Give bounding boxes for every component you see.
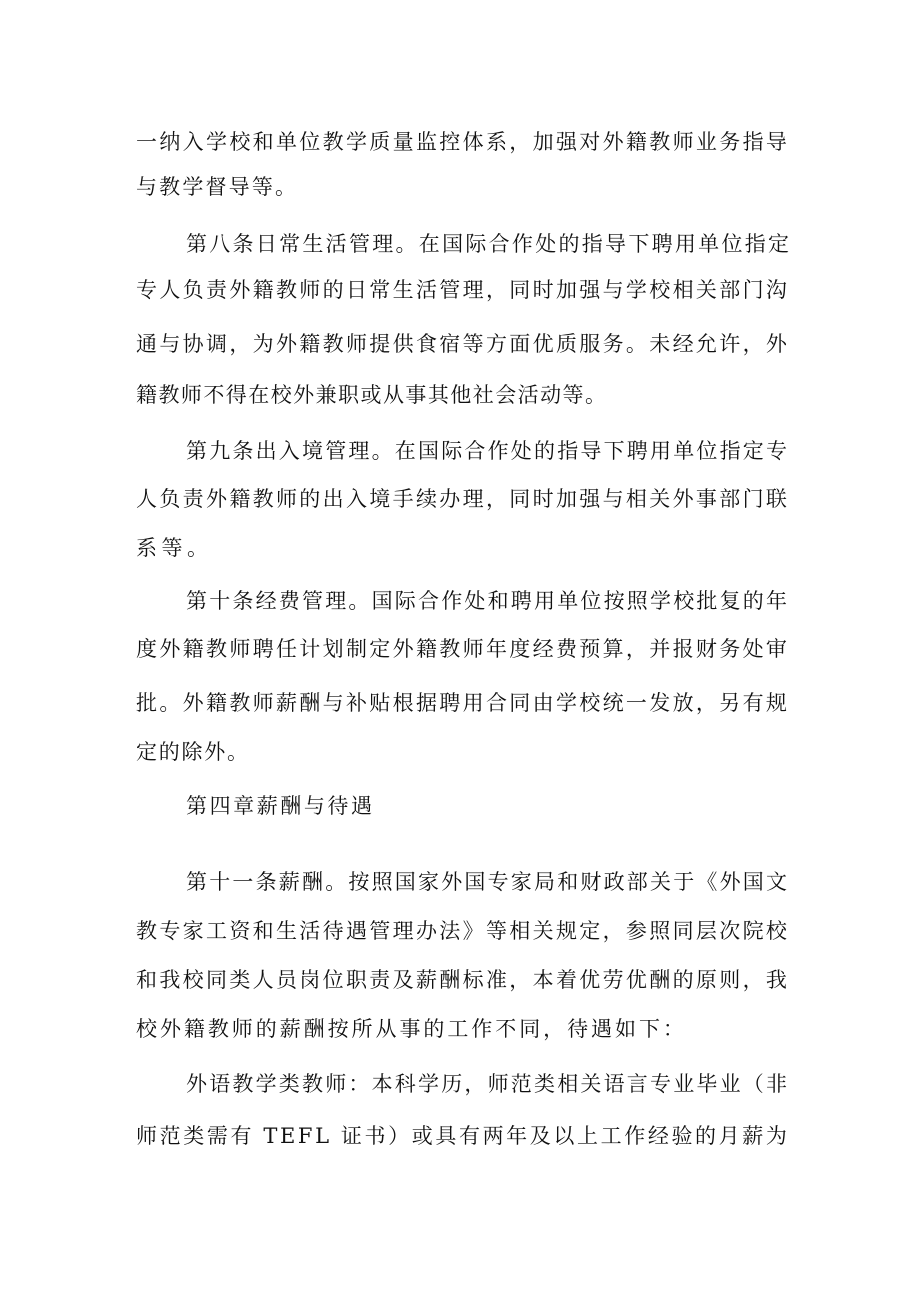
text-line [0,270,920,310]
text-line-content: 第八条日常生活管理。在国际合作处的指导下聘用单位指定 [186,232,792,256]
text-line-content: 专人负责外籍教师的日常生活管理，同时加强与学校相关部门沟 [136,278,790,302]
text-line-content: 第九条出入境管理。在国际合作处的指导下聘用单位指定专 [186,439,790,463]
text-line-content: 与教学督导等。 [136,175,299,199]
text-line [0,167,920,207]
text-line-content: 第十条经费管理。国际合作处和聘用单位按照学校批复的年 [186,589,790,613]
text-line [0,324,920,364]
text-line [0,629,920,669]
chapter-heading-text: 第四章薪酬与待遇 [186,794,375,818]
chapter-heading [0,786,920,826]
text-line [0,581,920,621]
text-line [0,1009,920,1049]
text-line [0,732,920,772]
text-line [0,375,920,415]
text-line-content: 第十一条薪酬。按照国家外国专家局和财政部关于《外国文 [186,870,790,894]
text-line [0,528,920,568]
text-line [0,862,920,902]
text-line-content: 一纳入学校和单位教学质量监控体系，加强对外籍教师业务指导 [136,130,790,154]
text-line-content: 和我校同类人员岗位职责及薪酬标准，本着优劳优酬的原则，我 [136,968,790,992]
text-line-content: 人负责外籍教师的出入境手续办理，同时加强与相关外事部门联 [136,487,790,511]
text-line [0,960,920,1000]
text-line-content: 通与协调，为外籍教师提供食宿等方面优质服务。未经允许，外 [136,332,790,356]
text-line-content: 籍教师不得在校外兼职或从事其他社会活动等。 [136,383,608,407]
text-line [0,431,920,471]
text-line [0,122,920,162]
text-line [0,1116,920,1156]
text-line-content: 师范类需有 TEFL 证书）或具有两年及以上工作经验的月薪为 [136,1124,790,1148]
text-line-content: 定的除外。 [136,740,250,764]
text-line-content: 外语教学类教师：本科学历，师范类相关语言专业毕业（非 [186,1072,790,1096]
text-line-content: 教专家工资和生活待遇管理办法》等相关规定，参照同层次院校 [136,919,790,943]
text-line-content: 度外籍教师聘任计划制定外籍教师年度经费预算，并报财务处审 [136,637,790,661]
text-line-content: 系等。 [136,536,213,560]
text-line [0,683,920,723]
text-line [0,1064,920,1104]
text-line [0,479,920,519]
text-line-content: 批。外籍教师薪酬与补贴根据聘用合同由学校统一发放，另有规 [136,691,790,715]
text-line-content: 校外籍教师的薪酬按所从事的工作不同，待遇如下： [136,1017,687,1041]
text-line [0,911,920,951]
text-line [0,224,920,264]
